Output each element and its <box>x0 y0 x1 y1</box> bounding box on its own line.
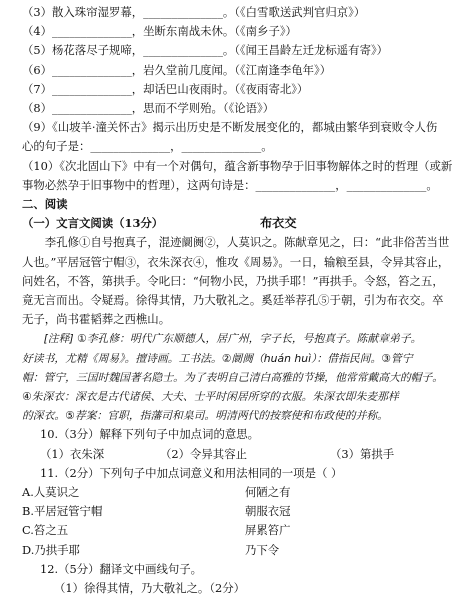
note-line: 的深衣。⑤荐案：官职，指藩司和臬司。明清两代的按察使和布政使的并称。 <box>22 409 388 423</box>
note-line: ④朱深衣：深衣是古代诸侯、大夫、士平时闲居所穿的衣服。朱深衣即朱麦那样 <box>22 390 399 404</box>
q11-c-left: C.笞之五 <box>22 523 69 538</box>
fill-line-9b: 心的句子是：______________，______________。 <box>22 139 273 154</box>
passage-line: 人也。”平居冠管宁帽③，衣朱深衣④，惟攻《周易》。一日，输粮至县，令异其容止， <box>22 254 450 269</box>
fill-line-8: （8）______________，思而不学则殆。（《论语》） <box>22 101 275 116</box>
q11-option-c <box>22 521 450 540</box>
note-line: [注释] ①李孔修：明代广东顺德人，居广州，字子长，号抱真子。陈献章弟子。 <box>43 332 422 346</box>
passage-line: 无子，尚书霍韬葬之西樵山。 <box>22 312 171 327</box>
q11-option-a <box>22 483 450 502</box>
q11-a-right: 何陋之有 <box>245 485 291 500</box>
q11-c-right: 屏累笞广 <box>245 523 291 538</box>
fill-line-4: （4）______________，坐断东南战未休。（《南乡子》） <box>22 24 297 39</box>
q10-option-3: （3）第拱手 <box>330 446 395 461</box>
subsection-classical: （一）文言文阅读（13分） <box>22 216 164 231</box>
question-12-item-1: （1）徐得其情，乃大敬礼之。（2分） <box>54 581 246 596</box>
fill-line-10a: （10）《次北固山下》中有一个对偶句，蕴含新事物孕于旧事物解体之时的哲理（或新 <box>22 158 453 173</box>
section-reading: 二、阅读 <box>22 197 68 212</box>
note-line: 帽：管宁，三国时魏国著名隐士。为了表明自己清白高雅的节操，他常常戴高大的帽子。 <box>22 370 444 384</box>
fill-line-5: （5）杨花落尽子规啼，______________。（《闻王昌龄左迁龙标遥有寄》） <box>22 43 389 58</box>
q11-d-right: 乃下令 <box>245 542 280 557</box>
passage-line: 问姓名，不答，第拱手。令叱曰：“何物小民，乃拱手耶！”再拱手。令怒，笞之五， <box>22 273 444 288</box>
fill-line-3: （3）散入珠帘湿罗幕，______________。（《白雪歌送武判官归京》） <box>22 5 366 19</box>
note-line: 好读书，尤精《周易》。擅诗画。工书法。②阛阓（huán huì）：借指民间。③管宁 <box>22 351 413 365</box>
q11-b-right: 朝服衣冠 <box>245 504 291 519</box>
fill-line-9a: （9）《山坡羊·潼关怀古》揭示出历史是不断发展变化的，都城由繁华到衰败令人伤 <box>22 120 438 135</box>
q10-option-1: （1）衣朱深 <box>40 446 105 461</box>
fill-line-7: （7）______________，却话巴山夜雨时。（《夜雨寄北》） <box>22 81 309 96</box>
q11-d-left: D.乃拱手耶 <box>22 542 80 557</box>
q11-b-left: B.平居冠管宁帽 <box>22 504 103 519</box>
passage-line: 李孔修①自号抱真子，混迹阛阓②，人莫识之。陈献章见之，曰：“此非俗苦当世 <box>44 235 450 250</box>
fill-line-6: （6）______________，岩久堂前几度闻。（《江南逢李龟年》） <box>22 62 332 77</box>
passage-line: 竟无言而出。令疑焉。徐得其情，乃大敬礼之。奚廷举荐孔⑤于朝，引为布衣交。卒 <box>22 293 444 308</box>
subsection-row <box>22 214 450 233</box>
q10-option-2: （2）令异其容止 <box>160 446 247 461</box>
q11-a-left: A.人莫识之 <box>22 485 80 500</box>
question-11-stem: 11.（2分）下列句子中加点词意义和用法相同的一项是（ ） <box>40 465 343 480</box>
question-10-stem: 10.（3分）解释下列句子中加点词的意思。 <box>40 427 260 442</box>
question-10-options <box>22 445 450 464</box>
passage-title: 布衣交 <box>260 216 297 231</box>
q11-option-b <box>22 502 450 521</box>
question-12-stem: 12.（5分）翻译文中画线句子。 <box>40 561 203 576</box>
fill-line-10b: 事物必然孕于旧事物中的哲理），这两句诗是：______________，______________。 <box>22 177 438 192</box>
q11-option-d <box>22 541 450 560</box>
